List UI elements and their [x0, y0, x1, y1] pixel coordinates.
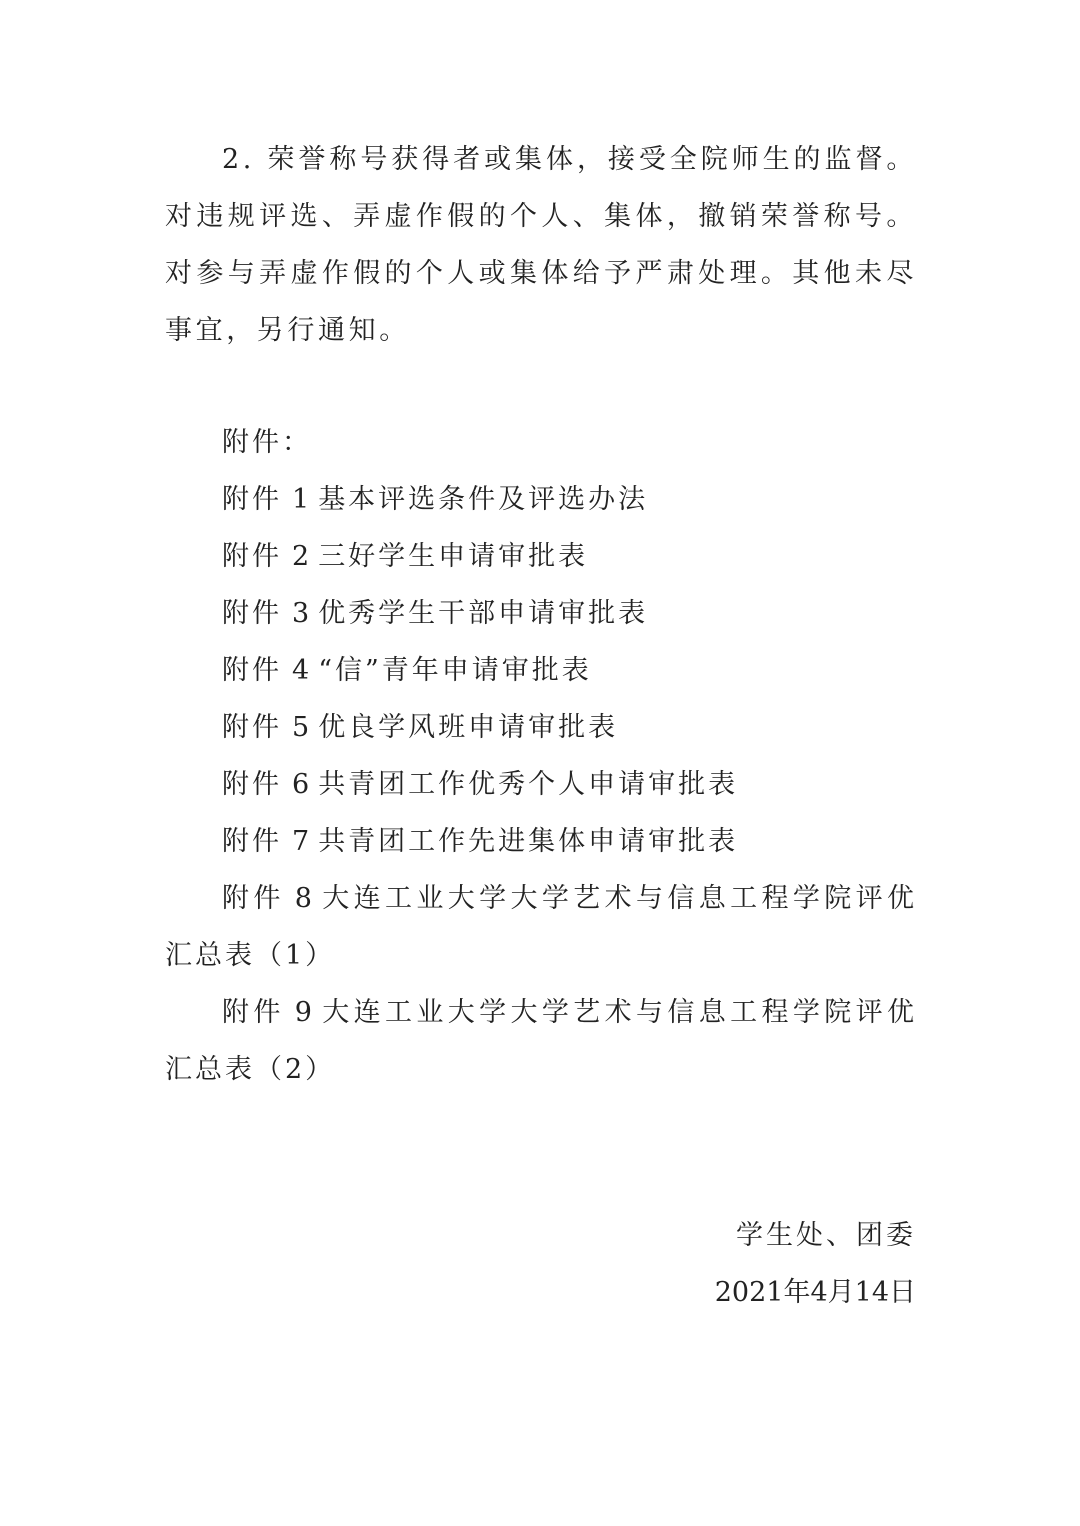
attachment-title: 优良学风班申请审批表: [318, 712, 619, 743]
attachment-prefix: 附件: [222, 883, 285, 914]
attachment-title: 大连工业大学大学艺术与信息工程学院评优汇总表（1）: [165, 883, 918, 971]
attachment-item-9: [165, 984, 917, 1098]
attachment-prefix: 附件: [222, 712, 282, 743]
signature-org: 学生处、团委: [736, 1220, 916, 1251]
attachment-prefix: 附件: [222, 769, 282, 800]
attachment-number: 7: [292, 826, 313, 857]
attachment-title: 优秀学生干部申请审批表: [318, 598, 649, 629]
attachment-item-5: [165, 699, 917, 756]
signature-date: 2021年4月14日: [714, 1277, 916, 1308]
attachment-title: “信”青年申请审批表: [318, 655, 592, 686]
body-paragraph: 2. 荣誉称号获得者或集体，接受全院师生的监督。对违规评选、弄虚作假的个人、集体，撤销荣誉称号。对参与弄虚作假的个人或集体给予严肃处理。其他未尽事宜，另行通知。: [165, 144, 917, 346]
attachment-title: 三好学生申请审批表: [318, 541, 589, 572]
attachment-number: 3: [292, 598, 313, 629]
attachment-item-8: [165, 870, 917, 984]
signature-block: [715, 1207, 916, 1321]
attachment-prefix: 附件: [222, 598, 282, 629]
attachment-item-1: [165, 471, 917, 528]
attachment-title: 共青团工作先进集体申请审批表: [318, 826, 739, 857]
attachment-item-2: [165, 528, 917, 585]
attachment-number: 9: [294, 997, 315, 1028]
attachment-number: 6: [292, 769, 313, 800]
attachment-number: 4: [292, 655, 313, 686]
attachments-heading: 附件：: [222, 427, 312, 458]
attachment-prefix: 附件: [222, 484, 282, 515]
attachment-prefix: 附件: [222, 541, 282, 572]
attachment-number: 8: [294, 883, 315, 914]
attachment-number: 2: [292, 541, 313, 572]
attachments-list: [165, 471, 917, 1098]
attachment-prefix: 附件: [222, 997, 285, 1028]
attachment-item-7: [165, 813, 917, 870]
attachment-title: 大连工业大学大学艺术与信息工程学院评优汇总表（2）: [165, 997, 918, 1085]
attachment-prefix: 附件: [222, 826, 282, 857]
attachment-item-3: [165, 585, 917, 642]
attachment-prefix: 附件: [222, 655, 282, 686]
attachment-number: 5: [292, 712, 313, 743]
attachment-number: 1: [292, 484, 313, 515]
attachment-item-4: [165, 642, 917, 699]
attachment-title: 共青团工作优秀个人申请审批表: [318, 769, 739, 800]
attachment-item-6: [165, 756, 917, 813]
attachment-title: 基本评选条件及评选办法: [318, 484, 649, 515]
